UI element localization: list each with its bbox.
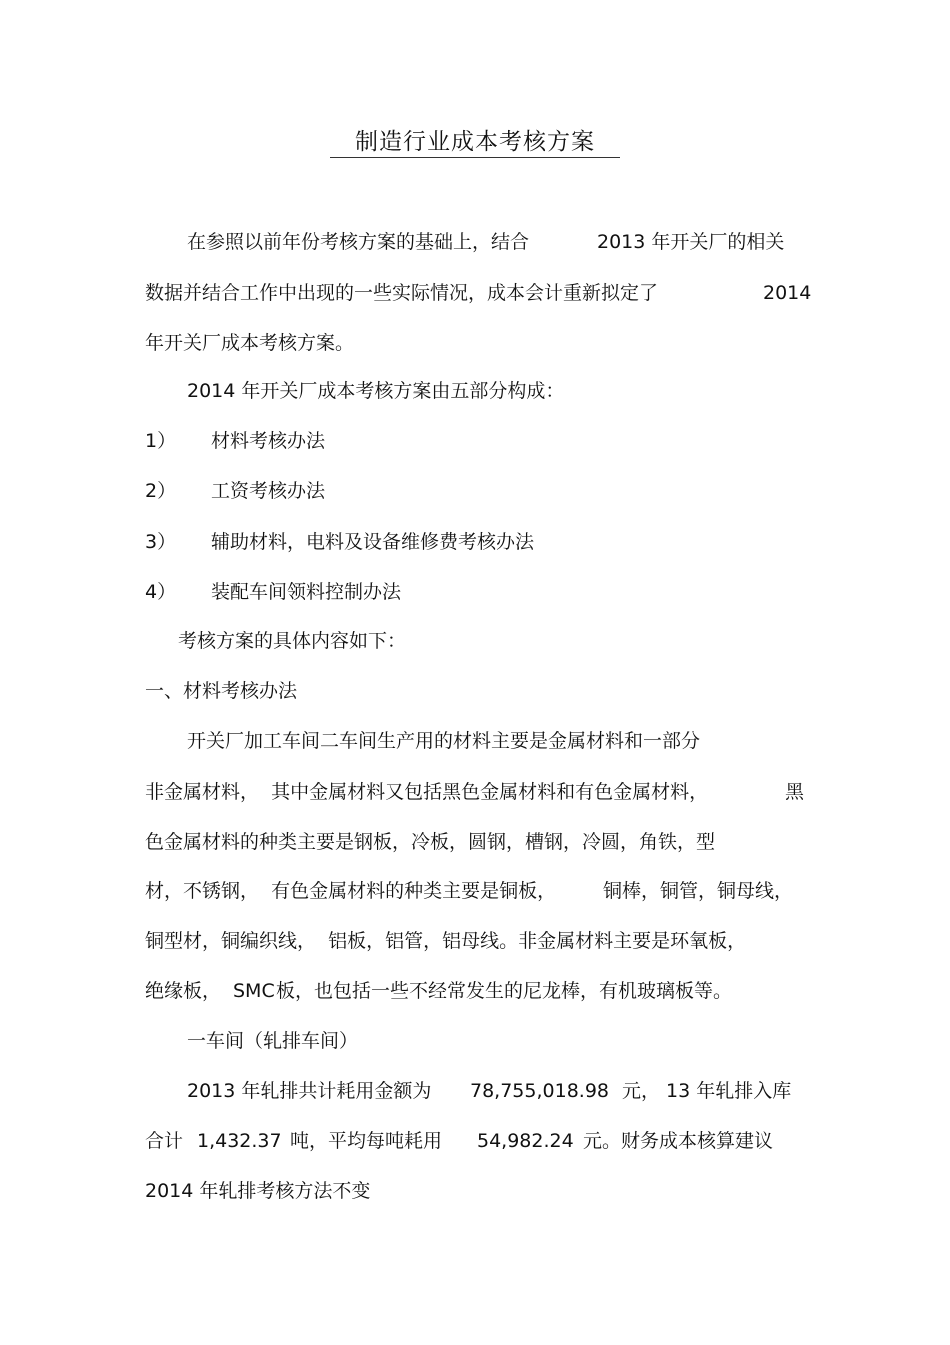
subsection-heading — [0, 1026, 950, 1056]
intro-line-2 — [0, 278, 950, 308]
intro-text: 在参照以前年份考核方案的基础上，结合 — [187, 231, 530, 253]
list-item — [0, 527, 950, 557]
intro-line-4 — [0, 376, 950, 406]
content-intro — [0, 626, 950, 656]
intro-text: 2014 — [763, 282, 812, 304]
workshop-text: 元。财务成本核算建议 — [583, 1130, 774, 1152]
list-text: 辅助材料，电料及设备维修费考核办法 — [211, 531, 535, 553]
workshop-text: 2013 年轧排共计耗用金额为 — [187, 1080, 432, 1102]
workshop-text: 元， — [622, 1080, 661, 1102]
section-paragraph-line — [0, 777, 950, 807]
section-paragraph-line — [0, 827, 950, 857]
list-text: 装配车间领料控制办法 — [211, 581, 402, 603]
list-number: 2） — [145, 480, 177, 502]
intro-text: 2014 年开关厂成本考核方案由五部分构成： — [187, 380, 565, 402]
intro-text: 2013 年开关厂的相关 — [597, 231, 785, 253]
workshop-text: 合计 — [145, 1130, 184, 1152]
list-number: 4） — [145, 581, 177, 603]
section-paragraph-line — [0, 976, 950, 1006]
paragraph-text: 开关厂加工车间二车间生产用的材料主要是金属材料和一部分 — [187, 730, 701, 752]
intro-text: 年开关厂成本考核方案。 — [145, 332, 355, 354]
paragraph-text: SMC — [233, 980, 275, 1002]
intro-text: 数据并结合工作中出现的一些实际情况，成本会计重新拟定了 — [145, 282, 659, 304]
paragraph-text: 材，不锈钢， 有色金属材料的种类主要是铜板， — [145, 880, 557, 902]
intro-line-3 — [0, 328, 950, 358]
list-number: 3） — [145, 531, 177, 553]
workshop-line — [0, 1126, 950, 1156]
section-paragraph-line — [0, 926, 950, 956]
section-heading-text: 一、材料考核办法 — [145, 680, 298, 702]
list-item — [0, 476, 950, 506]
section-heading — [0, 676, 950, 706]
paragraph-text: 绝缘板， — [145, 980, 222, 1002]
list-text: 材料考核办法 — [211, 430, 326, 452]
paragraph-text: 黑 — [785, 781, 805, 803]
paragraph-text: 铜型材，铜编织线， 铝板，铝管，铝母线。非金属材料主要是环氧板， — [145, 930, 747, 952]
amount-value: 54,982.24 — [477, 1130, 574, 1152]
amount-value: 1,432.37 — [197, 1130, 282, 1152]
list-item — [0, 426, 950, 456]
workshop-text: 13 年轧排入库 — [666, 1080, 792, 1102]
title-underline — [330, 157, 620, 158]
section-paragraph-line — [0, 876, 950, 906]
paragraph-text: 铜棒，铜管，铜母线， — [603, 880, 794, 902]
workshop-text: 吨，平均每吨耗用 — [290, 1130, 443, 1152]
workshop-text: 2014 年轧排考核方法不变 — [145, 1180, 371, 1202]
paragraph-text: 色金属材料的种类主要是钢板，冷板，圆钢，槽钢，冷圆，角铁，型 — [145, 831, 716, 853]
list-item — [0, 577, 950, 607]
subsection-heading-text: 一车间（轧排车间） — [187, 1030, 359, 1052]
section-paragraph-line — [0, 726, 950, 756]
workshop-line — [0, 1176, 950, 1206]
list-text: 工资考核办法 — [211, 480, 326, 502]
workshop-line — [0, 1076, 950, 1106]
list-number: 1） — [145, 430, 177, 452]
content-intro-text: 考核方案的具体内容如下： — [178, 630, 407, 652]
page-title: 制造行业成本考核方案 — [355, 129, 595, 155]
intro-line-1 — [0, 227, 950, 257]
amount-value: 78,755,018.98 — [470, 1080, 610, 1102]
paragraph-text: 非金属材料， 其中金属材料又包括黑色金属材料和有色金属材料， — [145, 781, 709, 803]
paragraph-text: 板，也包括一些不经常发生的尼龙棒，有机玻璃板等。 — [276, 980, 733, 1002]
